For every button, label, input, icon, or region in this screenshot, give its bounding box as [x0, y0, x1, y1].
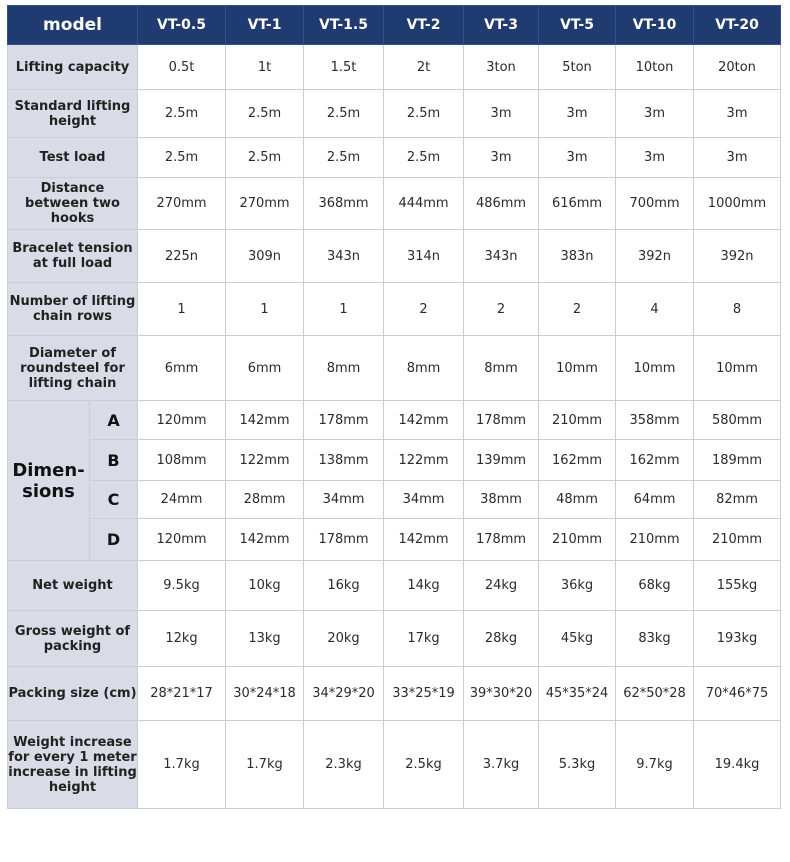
table-cell: 3m: [694, 90, 781, 138]
row-label: Diameter of roundsteel for lifting chain: [8, 336, 138, 401]
row-label: Test load: [8, 138, 138, 178]
table-row: [8, 481, 781, 519]
table-cell: 5ton: [539, 45, 616, 90]
table-cell: 392n: [694, 230, 781, 283]
table-cell: 16kg: [304, 561, 384, 611]
table-cell: 10mm: [616, 336, 694, 401]
table-row: [8, 667, 781, 721]
table-cell: 19.4kg: [694, 721, 781, 809]
table-cell: 33*25*19: [384, 667, 464, 721]
table-cell: 225n: [138, 230, 226, 283]
table-cell: 122mm: [384, 440, 464, 481]
table-cell: 120mm: [138, 401, 226, 440]
header-cell: VT-3: [464, 6, 539, 45]
table-cell: 24kg: [464, 561, 539, 611]
table-cell: 9.7kg: [616, 721, 694, 809]
dimension-sub-label: A: [90, 401, 138, 440]
table-cell: 2.5m: [304, 90, 384, 138]
table-cell: 1: [138, 283, 226, 336]
table-cell: 1000mm: [694, 178, 781, 230]
table-cell: 210mm: [694, 519, 781, 561]
table-cell: 2: [384, 283, 464, 336]
table-cell: 39*30*20: [464, 667, 539, 721]
table-cell: 343n: [304, 230, 384, 283]
table-cell: 309n: [226, 230, 304, 283]
row-label: Gross weight of packing: [8, 611, 138, 667]
table-cell: 83kg: [616, 611, 694, 667]
table-row: [8, 519, 781, 561]
table-cell: 3ton: [464, 45, 539, 90]
table-cell: 64mm: [616, 481, 694, 519]
table-cell: 368mm: [304, 178, 384, 230]
header-cell: VT-10: [616, 6, 694, 45]
table-cell: 700mm: [616, 178, 694, 230]
table-cell: 178mm: [464, 519, 539, 561]
row-label: Weight increase for every 1 meter increase in lifting height: [8, 721, 138, 809]
table-row: [8, 336, 781, 401]
table-cell: 1.7kg: [138, 721, 226, 809]
table-cell: 14kg: [384, 561, 464, 611]
header-cell: VT-1.5: [304, 6, 384, 45]
table-cell: 10ton: [616, 45, 694, 90]
table-row: [8, 283, 781, 336]
table-cell: 210mm: [539, 401, 616, 440]
table-cell: 178mm: [304, 519, 384, 561]
table-cell: 45kg: [539, 611, 616, 667]
table-cell: 189mm: [694, 440, 781, 481]
table-row: [8, 721, 781, 809]
table-cell: 20ton: [694, 45, 781, 90]
dimension-sub-label: B: [90, 440, 138, 481]
table-cell: 162mm: [539, 440, 616, 481]
dimensions-label: Dimen-sions: [8, 401, 90, 561]
table-row: [8, 138, 781, 178]
table-cell: 2.5m: [138, 90, 226, 138]
header-cell: VT-0.5: [138, 6, 226, 45]
table-cell: 142mm: [384, 519, 464, 561]
table-cell: 1.7kg: [226, 721, 304, 809]
table-cell: 8: [694, 283, 781, 336]
table-cell: 580mm: [694, 401, 781, 440]
table-cell: 270mm: [138, 178, 226, 230]
table-cell: 3m: [539, 138, 616, 178]
table-cell: 2: [539, 283, 616, 336]
header-cell: VT-2: [384, 6, 464, 45]
table-cell: 48mm: [539, 481, 616, 519]
table-cell: 1: [304, 283, 384, 336]
table-cell: 9.5kg: [138, 561, 226, 611]
table-cell: 2.5m: [304, 138, 384, 178]
table-cell: 12kg: [138, 611, 226, 667]
table-cell: 20kg: [304, 611, 384, 667]
table-cell: 34mm: [384, 481, 464, 519]
table-cell: 444mm: [384, 178, 464, 230]
table-cell: 30*24*18: [226, 667, 304, 721]
table-row: [8, 611, 781, 667]
table-cell: 138mm: [304, 440, 384, 481]
table-cell: 486mm: [464, 178, 539, 230]
header-cell: VT-1: [226, 6, 304, 45]
table-cell: 3m: [464, 138, 539, 178]
table-cell: 82mm: [694, 481, 781, 519]
row-label: Distance between two hooks: [8, 178, 138, 230]
table-cell: 343n: [464, 230, 539, 283]
table-cell: 45*35*24: [539, 667, 616, 721]
table-cell: 13kg: [226, 611, 304, 667]
row-label: Standard lifting height: [8, 90, 138, 138]
table-cell: 17kg: [384, 611, 464, 667]
table-cell: 178mm: [464, 401, 539, 440]
table-cell: 68kg: [616, 561, 694, 611]
row-label: Packing size (cm): [8, 667, 138, 721]
table-row: [8, 230, 781, 283]
table-cell: 36kg: [539, 561, 616, 611]
table-cell: 3m: [616, 90, 694, 138]
table-cell: 28*21*17: [138, 667, 226, 721]
row-label: Lifting capacity: [8, 45, 138, 90]
table-cell: 108mm: [138, 440, 226, 481]
dimension-sub-label: C: [90, 481, 138, 519]
table-cell: 120mm: [138, 519, 226, 561]
table-cell: 8mm: [384, 336, 464, 401]
table-cell: 10mm: [694, 336, 781, 401]
table-cell: 270mm: [226, 178, 304, 230]
table-row: [8, 561, 781, 611]
table-cell: 8mm: [464, 336, 539, 401]
table-cell: 314n: [384, 230, 464, 283]
table-row: [8, 178, 781, 230]
table-cell: 70*46*75: [694, 667, 781, 721]
table-cell: 3m: [539, 90, 616, 138]
table-cell: 2.5m: [138, 138, 226, 178]
table-cell: 6mm: [226, 336, 304, 401]
table-cell: 2.3kg: [304, 721, 384, 809]
table-cell: 210mm: [616, 519, 694, 561]
header-cell: VT-5: [539, 6, 616, 45]
header-model: model: [8, 6, 138, 45]
table-cell: 392n: [616, 230, 694, 283]
table-cell: 3.7kg: [464, 721, 539, 809]
table-cell: 2t: [384, 45, 464, 90]
table-cell: 5.3kg: [539, 721, 616, 809]
table-cell: 4: [616, 283, 694, 336]
table-cell: 2.5m: [384, 138, 464, 178]
table-row: [8, 90, 781, 138]
table-cell: 0.5t: [138, 45, 226, 90]
table-cell: 2.5m: [226, 138, 304, 178]
table-cell: 1t: [226, 45, 304, 90]
table-cell: 3m: [616, 138, 694, 178]
table-cell: 28kg: [464, 611, 539, 667]
table-row: [8, 401, 781, 440]
table-row: [8, 440, 781, 481]
table-cell: 2: [464, 283, 539, 336]
table-cell: 142mm: [226, 519, 304, 561]
row-label: Net weight: [8, 561, 138, 611]
row-label: Number of lifting chain rows: [8, 283, 138, 336]
table-cell: 358mm: [616, 401, 694, 440]
spec-table: [7, 5, 781, 809]
table-cell: 1: [226, 283, 304, 336]
table-cell: 383n: [539, 230, 616, 283]
table-cell: 3m: [464, 90, 539, 138]
table-cell: 8mm: [304, 336, 384, 401]
table-cell: 28mm: [226, 481, 304, 519]
table-cell: 38mm: [464, 481, 539, 519]
table-cell: 10mm: [539, 336, 616, 401]
table-cell: 6mm: [138, 336, 226, 401]
table-cell: 122mm: [226, 440, 304, 481]
table-cell: 616mm: [539, 178, 616, 230]
table-cell: 178mm: [304, 401, 384, 440]
dimension-sub-label: D: [90, 519, 138, 561]
table-cell: 162mm: [616, 440, 694, 481]
table-cell: 24mm: [138, 481, 226, 519]
table-cell: 210mm: [539, 519, 616, 561]
header-row: [8, 6, 781, 45]
header-cell: VT-20: [694, 6, 781, 45]
table-row: [8, 45, 781, 90]
table-cell: 155kg: [694, 561, 781, 611]
table-cell: 34*29*20: [304, 667, 384, 721]
table-cell: 2.5kg: [384, 721, 464, 809]
table-cell: 193kg: [694, 611, 781, 667]
table-cell: 10kg: [226, 561, 304, 611]
table-cell: 142mm: [384, 401, 464, 440]
row-label: Bracelet tension at full load: [8, 230, 138, 283]
table-cell: 139mm: [464, 440, 539, 481]
table-cell: 3m: [694, 138, 781, 178]
table-cell: 34mm: [304, 481, 384, 519]
table-cell: 142mm: [226, 401, 304, 440]
table-cell: 1.5t: [304, 45, 384, 90]
table-cell: 2.5m: [226, 90, 304, 138]
table-cell: 2.5m: [384, 90, 464, 138]
table-cell: 62*50*28: [616, 667, 694, 721]
